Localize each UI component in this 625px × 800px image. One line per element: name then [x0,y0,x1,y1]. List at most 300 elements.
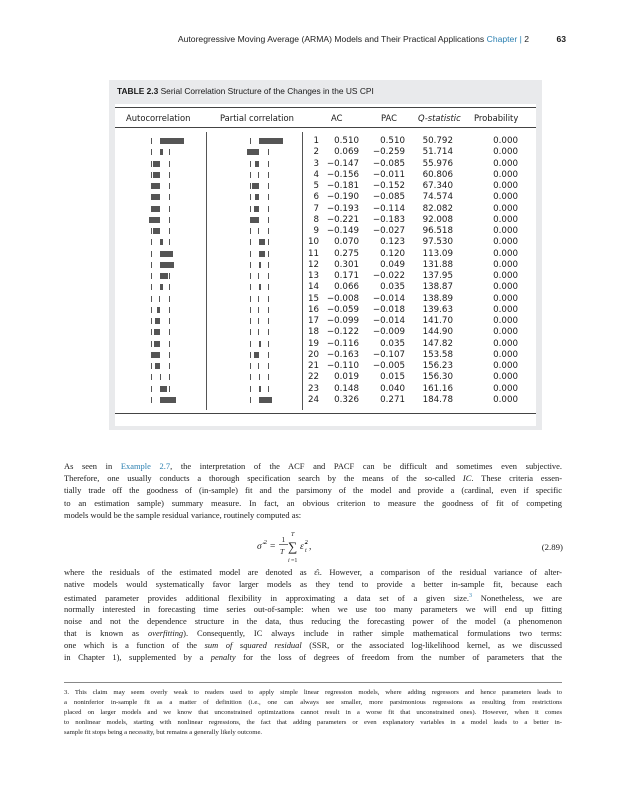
ac-bar [160,262,174,268]
equation-graphic [0,528,625,564]
svg-text:,: , [309,542,312,552]
ac-cell: 0.275 [334,248,359,259]
ac-bar [160,374,161,380]
ac-band-tick [169,228,170,234]
q-stat-cell: 156.30 [422,372,453,383]
text-segment: ). Consequently, IC always include in rather simple mathematical formulations two terms: [183,627,562,638]
svg-text:1: 1 [281,535,286,544]
pac-bar [258,307,259,313]
pac-band-tick [268,206,269,212]
ac-bar [160,397,176,403]
pac-bar [259,262,261,268]
probability-cell: 0.000 [493,214,518,225]
ac-bar [151,194,160,200]
lag-cell: 11 [307,248,319,259]
lag-cell: 5 [313,181,319,191]
col-q-statistic [418,113,461,123]
paragraph-1-line [64,460,562,472]
ac-cell: −0.147 [326,158,359,169]
pac-band-tick [250,273,251,279]
pac-band-tick [250,386,251,392]
ac-cell: −0.163 [326,349,359,360]
probability-cell: 0.000 [493,327,518,338]
lag-cell: 16 [307,304,319,315]
pac-bar [259,284,261,290]
table-2-3 [109,80,542,430]
pac-cell: 0.015 [380,372,405,383]
probability-cell: 0.000 [493,248,518,259]
probability-cell: 0.000 [493,237,518,248]
q-stat-cell: 51.714 [422,147,453,158]
pac-band-tick [250,251,251,257]
pac-band-tick [268,296,269,302]
chapter-label: Chapter | [486,34,522,44]
pac-cell: −0.011 [372,169,405,180]
q-stat-cell: 67.340 [422,181,453,191]
ac-band-tick [169,307,170,313]
pac-band-tick [268,363,269,369]
pac-band-tick [250,138,251,144]
ac-band-tick [151,262,152,268]
pac-band-tick [268,183,269,189]
footnote-line: sample fit stops being a necessity, but remains a generally likely outcome. [64,729,263,737]
pac-band-tick [268,262,269,268]
pac-band-tick [250,183,251,189]
pac-cell: −0.005 [372,361,405,371]
ac-band-tick [151,363,152,369]
lag-cell: 8 [313,214,319,225]
pac-band-tick [268,172,269,178]
text-segment: normally interested in forecasting time series out-of-sample: when we use too many parameters we will end up fitting [64,603,562,614]
text-segment: native models would systematically favor larger models as they tend to provide a better in-sample fit, because each [64,579,562,590]
pac-cell: 0.049 [380,259,405,270]
paragraph-2-line [64,639,562,651]
ac-band-tick [151,352,152,358]
emphasis-text: IC [462,473,472,484]
ac-band-tick [169,149,170,155]
q-stat-cell: 131.88 [422,259,453,270]
probability-cell: 0.000 [493,316,518,326]
ac-cell: 0.301 [334,259,359,270]
ac-band-tick [169,397,170,403]
pac-bar [259,239,265,245]
probability-cell: 0.000 [493,394,518,405]
pac-band-tick [250,341,251,347]
pac-bar [258,228,259,234]
pac-cell: 0.035 [380,282,405,293]
ac-band-tick [151,296,152,302]
q-stat-cell: 147.82 [422,338,453,349]
ac-bar [152,352,160,358]
text-segment: As seen in [64,461,121,471]
footnote-3 [64,688,562,738]
table-header-rule [115,127,536,128]
text-segment: Therefore, one usually conducts a thorough specification search by the means of the so-called [64,473,463,484]
pac-band-tick [268,318,269,324]
pac-band-tick [268,273,269,279]
probability-cell: 0.000 [493,304,518,315]
pac-bar [259,386,261,392]
ac-band-tick [151,374,152,380]
svg-text:T: T [291,532,295,538]
ac-bar [160,138,184,144]
lag-cell: 6 [313,192,319,203]
ac-bar [151,183,160,189]
pac-cell: −0.259 [372,147,405,158]
ac-cell: −0.110 [326,361,359,371]
pac-bar [255,194,259,200]
ac-bar [153,161,160,167]
pac-band-tick [250,228,251,234]
emphasis-text: penalty [210,652,236,663]
probability-cell: 0.000 [493,136,518,146]
pac-band-tick [268,307,269,313]
pac-band-tick [250,397,251,403]
ac-band-tick [151,318,152,324]
pac-bar [258,363,259,369]
pac-cell: −0.022 [372,271,405,281]
ac-band-tick [169,239,170,245]
probability-cell: 0.000 [493,271,518,281]
ac-band-tick [169,374,170,380]
ac-band-tick [151,183,152,189]
pac-band-tick [268,138,269,144]
ac-band-tick [169,363,170,369]
page-number: 63 [556,34,566,44]
book-title: Autoregressive Moving Average (ARMA) Models and Their Practical Applications [177,34,485,44]
ac-band-tick [151,206,152,212]
probability-cell: 0.000 [493,338,518,349]
paragraph-2-line [64,627,562,639]
ac-band-tick [169,262,170,268]
text-segment: tially trade off the goodness of (in-sample) fit and the parsimony of the model and provide a (cardinal, even if specific [64,485,562,496]
probability-cell: 0.000 [493,169,518,180]
running-title [178,34,529,44]
ac-bar [154,341,160,347]
ac-bar [155,363,160,369]
pac-cell: −0.183 [372,214,405,225]
pac-band-tick [250,262,251,268]
ac-band-tick [151,217,152,223]
pac-bar [247,149,259,155]
footnote-line: placed on larger models and we know that unconstrained optimizations cannot result in a worse fit that unconstrained ones). However, when it comes [64,709,562,717]
svg-text:t: t [305,548,307,554]
ac-band-tick [169,172,170,178]
pac-band-tick [250,149,251,155]
pac-cell: 0.120 [380,248,405,259]
ac-bar [159,296,160,302]
q-stat-cell: 156.23 [422,361,453,371]
q-stat-cell: 55.976 [422,158,453,169]
lag-cell: 22 [307,372,319,383]
paragraph-2-line [64,603,562,615]
footnote-line: to nonlinear models, starting with nonlinear regressions, the fact that adding parameters or even explanatory variables in a model leads to a better in- [64,719,562,727]
ac-cell: −0.193 [326,203,359,214]
q-stat-cell: 82.082 [422,203,453,214]
pac-bar [258,273,259,279]
pac-bar [259,341,261,347]
q-stat-cell: 92.008 [422,214,453,225]
table-caption [117,86,374,96]
text-segment: in Chapter 1), supplemented by a [64,652,211,663]
footnote-marker[interactable]: 3 [468,593,472,600]
ac-bar [160,273,168,279]
ac-cell: −0.181 [326,181,359,191]
ac-cell: −0.008 [326,293,359,304]
lag-cell: 24 [307,394,319,405]
ac-band-tick [151,161,152,167]
pac-band-tick [268,329,269,335]
ac-band-tick [169,386,170,392]
ac-cell: −0.149 [326,226,359,236]
ac-band-tick [151,307,152,313]
ac-cell: −0.221 [326,214,359,225]
svg-text:σ̂: σ̂ [257,542,262,552]
pac-cell: −0.009 [372,327,405,338]
text-segment: noise and not the dependence structure in the data, thus reducing the forecasting power of the model (a phenomenon [64,615,562,626]
ac-band-tick [151,329,152,335]
q-stat-cell: 138.89 [422,293,453,304]
equation-number: (2.89) [541,542,563,552]
q-stat-cell: 184.78 [422,394,453,405]
pac-cell: −0.018 [372,304,405,315]
probability-cell: 0.000 [493,226,518,236]
pac-bar [258,296,259,302]
pac-cell: 0.040 [380,383,405,394]
col-q-statistic-label: Q-statistic [418,113,461,123]
paragraph-1 [64,460,562,521]
probability-cell: 0.000 [493,372,518,383]
lag-cell: 7 [313,203,319,214]
ac-band-tick [151,194,152,200]
ac-bar [157,307,160,313]
pac-cell: 0.510 [380,136,405,146]
probability-cell: 0.000 [493,361,518,371]
ac-band-tick [151,228,152,234]
pac-bar [258,172,259,178]
svg-text:T: T [280,547,285,556]
emphasis-text: sum of squared residual [204,640,302,651]
pac-band-tick [268,239,269,245]
lag-cell: 13 [307,271,319,281]
text-segment: . These criteria essen- [471,473,562,484]
ac-band-tick [169,138,170,144]
pac-cell: −0.014 [372,316,405,326]
probability-cell: 0.000 [493,282,518,293]
pac-bar [254,352,259,358]
paragraph-1-line [64,509,562,521]
footnote-line: 3. This claim may seem overly weak to readers used to apply simple linear regression models, where adding regressors and hence parameters leads to [64,689,562,696]
svg-text:=1: =1 [291,558,298,564]
pac-cell: 0.271 [380,394,405,405]
ac-band-tick [151,386,152,392]
text-segment: where the residuals of the estimated model are denoted as ε̂ₜ. However, a comparison of the residual variance of alter- [64,567,562,577]
pac-cell: −0.085 [372,192,405,203]
table-title: Serial Correlation Structure of the Changes in the US CPI [160,86,374,96]
pac-band-tick [268,194,269,200]
pac-band-tick [268,397,269,403]
probability-cell: 0.000 [493,203,518,214]
pac-cell: −0.107 [372,349,405,360]
probability-cell: 0.000 [493,158,518,169]
pac-band-tick [250,329,251,335]
pac-cell: −0.085 [372,158,405,169]
pac-band-tick [250,296,251,302]
ac-cell: 0.148 [334,383,359,394]
ac-cell: −0.122 [326,327,359,338]
svg-text:2: 2 [264,540,267,546]
ac-band-tick [151,397,152,403]
ac-band-tick [151,341,152,347]
col-probability: Probability [474,113,519,123]
ac-band-tick [169,273,170,279]
ac-bar [160,284,163,290]
ac-bar [151,206,160,212]
ac-bar [160,386,167,392]
paragraph-2-line [64,651,562,663]
paragraph-1-line [64,497,562,509]
ac-band-tick [169,251,170,257]
pac-bar [252,183,259,189]
probability-cell: 0.000 [493,293,518,304]
pac-band-tick [250,206,251,212]
pac-band-tick [268,217,269,223]
ac-bar [153,172,160,178]
lag-cell: 12 [307,259,319,270]
pac-band-tick [250,363,251,369]
ac-band-tick [151,284,152,290]
ac-band-tick [169,329,170,335]
ac-band-tick [151,251,152,257]
pac-band-tick [250,318,251,324]
pac-band-tick [250,172,251,178]
ac-band-tick [151,273,152,279]
pac-bar [250,217,259,223]
q-stat-cell: 153.58 [422,349,453,360]
probability-cell: 0.000 [493,383,518,394]
ac-cell: −0.156 [326,169,359,180]
pac-band-tick [250,374,251,380]
ac-cell: −0.099 [326,316,359,326]
text-segment: estimated parameter provides additional flexibility in approximating a data set of a given size. [64,593,469,603]
lag-cell: 19 [307,338,319,349]
ac-cell: 0.069 [334,147,359,158]
pac-band-tick [250,161,251,167]
pac-band-tick [250,352,251,358]
lag-cell: 21 [307,361,319,371]
table-bottom-rule [115,413,536,414]
col-partial-correlation: Partial correlation [220,113,294,123]
q-stat-cell: 138.87 [422,282,453,293]
ac-bar [155,318,160,324]
ac-band-tick [169,352,170,358]
ac-cell: 0.326 [334,394,359,405]
pac-cell: −0.114 [372,203,405,214]
q-stat-cell: 141.70 [422,316,453,326]
ac-bar [154,329,160,335]
ac-band-tick [169,206,170,212]
q-stat-cell: 50.792 [422,136,453,146]
pac-bar [258,329,259,335]
pac-band-tick [250,217,251,223]
q-stat-cell: 60.806 [422,169,453,180]
svg-text:∑: ∑ [288,539,298,554]
table-label: TABLE 2.3 [117,86,159,96]
ac-cell: −0.190 [326,192,359,203]
lag-cell: 20 [307,349,319,360]
pac-band-tick [268,386,269,392]
paragraph-1-line [64,484,562,496]
lag-cell: 1 [313,136,319,146]
pac-band-tick [268,161,269,167]
q-stat-cell: 139.63 [422,304,453,315]
svg-text:ε̂: ε̂ [300,542,304,552]
text-segment: for the loss of degrees of freedom from the number of parameters that the [235,652,562,663]
svg-text:=: = [270,542,276,552]
lag-cell: 3 [313,158,319,169]
q-stat-cell: 96.518 [422,226,453,236]
lag-cell: 10 [307,237,319,248]
pac-band-tick [268,341,269,347]
ac-cell: −0.059 [326,304,359,315]
ac-cell: 0.070 [334,237,359,248]
lag-cell: 9 [313,226,319,236]
text-segment: to an estimation sample) summary measure. In fact, an obvious criterion to measure the goodness of fit of competing [64,497,562,508]
ac-band-tick [151,239,152,245]
ac-bar [153,228,160,234]
emphasis-text: overfitting [148,627,184,638]
lag-cell: 2 [313,147,319,158]
table-top-rule [115,107,536,108]
q-stat-cell: 97.530 [422,237,453,248]
col-ac: AC [331,113,343,123]
ac-band-tick [151,172,152,178]
pac-bar [258,318,259,324]
equation-2-89 [0,528,625,564]
pac-band-tick [250,194,251,200]
probability-cell: 0.000 [493,192,518,203]
ac-band-tick [169,318,170,324]
pac-bar [259,251,265,257]
probability-cell: 0.000 [493,147,518,158]
ac-bar [160,239,163,245]
pac-bar [259,138,283,144]
ac-bar [160,149,163,155]
paragraph-1-line [64,472,562,484]
ac-bar [160,251,173,257]
ac-band-tick [169,183,170,189]
pac-band-tick [268,352,269,358]
correlogram-separator-1 [206,132,207,410]
pac-cell: −0.014 [372,293,405,304]
lag-cell: 4 [313,169,319,180]
cross-reference-link[interactable]: Example 2.7 [120,461,171,471]
ac-cell: 0.019 [334,372,359,383]
q-stat-cell: 137.95 [422,271,453,281]
ac-cell: 0.066 [334,282,359,293]
paragraph-2-line [64,566,562,578]
pac-bar [254,206,259,212]
text-segment: that is known as [64,627,148,638]
paragraph-2-line [64,578,562,590]
pac-bar [259,397,272,403]
col-pac: PAC [381,113,397,123]
q-stat-cell: 74.574 [422,192,453,203]
pac-band-tick [268,149,269,155]
pac-cell: 0.123 [380,237,405,248]
text-segment: models would be the sample residual variance, routinely computed as: [64,509,302,520]
svg-text:2: 2 [305,540,308,546]
